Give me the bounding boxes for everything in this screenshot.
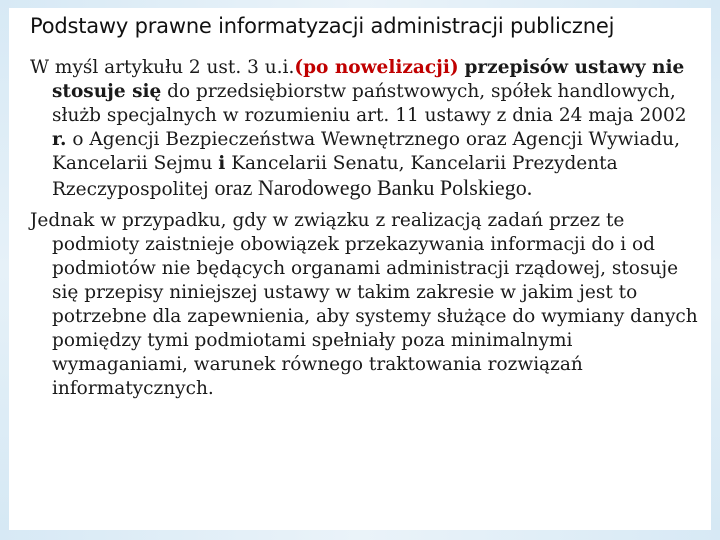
- slide-body: [30, 56, 698, 401]
- frame-left: [0, 0, 9, 540]
- p1-bold-r: r.: [52, 129, 67, 150]
- p1-ending: oraz Narodowego Banku Polskiego.: [214, 175, 533, 200]
- p1-part5: do przedsiębiorstw państwowych, spółek handlowych, służb specjalnych w rozumieniu art. 11 ustawy z dnia 24 maja 2002: [52, 81, 687, 126]
- p1-part1: W myśl artykułu 2 ust. 3 u.i.: [30, 57, 295, 78]
- p1-bold-i: i: [218, 153, 226, 174]
- p1-part7: o Agencji Bezpieczeństwa Wewnętrznego oraz Agencji Wywiadu, Kancelarii Sejmu: [52, 129, 680, 174]
- paragraph-2: Jednak w przypadku, gdy w związku z realizacją zadań przez te podmioty zaistnieje obowiązek przekazywania informacji do i od podmiotów nie będących organami administracji rządowej, stosuje się przepisy niniejszej ustawy w takim zakresie w jakim jest to potrzebne dla zapewnienia, aby systemy służące do wymiany danych pomiędzy tymi podmiotami spełniały poza minimalnymi wymaganiami, warunek równego traktowania rozwiązań informatycznych.: [30, 210, 698, 399]
- paragraph-1: [30, 56, 698, 202]
- frame-bottom: [0, 530, 720, 540]
- p1-highlight: (po nowelizacji): [294, 57, 459, 78]
- p1-bold-phrase: przepisów ustawy nie stosuje się: [52, 57, 685, 102]
- frame-right: [711, 0, 720, 540]
- p1-part9: Kancelarii Senatu, Kancelarii Prezydenta Rzeczypospolitej: [52, 153, 618, 200]
- slide-title: Podstawy prawne informatyzacji administracji publicznej: [30, 14, 615, 38]
- frame-top: [0, 0, 720, 8]
